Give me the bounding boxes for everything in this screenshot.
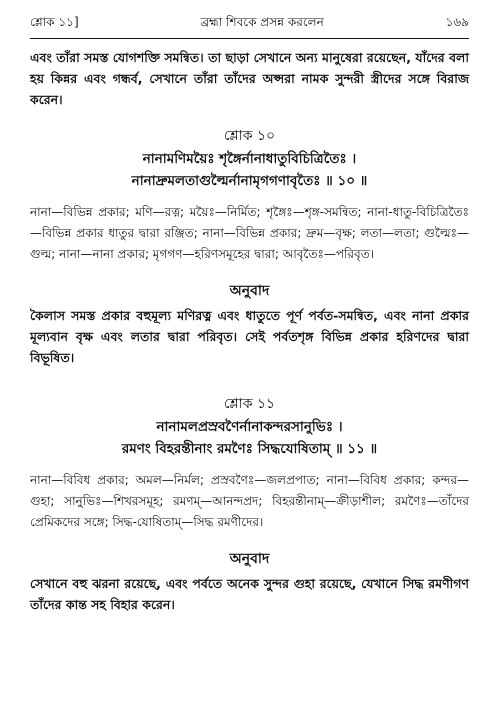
verse-10-translation-heading: অনুবাদ [229,283,270,299]
verse-10-line-1: নানামণিময়ৈঃ শৃঙ্গৈর্নানাধাতুবিচিত্রিতৈঃ । [142,151,357,167]
verse-11-line-2: রমণং বিহরন্তীনাং রমণৈঃ সিদ্ধযোষিতাম্ ॥ ১১ ॥ [121,441,378,457]
verse-11-title: শ্লোক ১১ [223,396,276,412]
verse-10-synonyms: নানা—বিভিন্ন প্রকার; মণি—রত্ন; ময়ৈঃ—নির্মিত; শৃঙ্গৈঃ—শৃঙ্গ-সমন্বিত; নানা-ধাতু-বিচিত্রিতৈঃ—বিভিন্ন প্রকার ধাতুর দ্বারা রঞ্জিত; নানা—বিভিন্ন প্রকার; দ্রুম—বৃক্ষ; লতা—লতা; গুল্মৈঃ—গুল্ম; নানা—নানা প্রকার; মৃগগণ—হরিণসমূহের দ্বারা; আবৃতৈঃ—পরিবৃত। [30,205,469,261]
header-chapter-title: ব্রহ্মা শিবকে প্রসন্ন করলেন [200,15,324,29]
verse-10-title: শ্লোক ১০ [223,128,276,144]
running-header [30,0,469,39]
page-number: ১৬৯ [445,15,469,29]
verse-11-line-1: নানামলপ্রস্রবণৈর্নানাকন্দরসানুভিঃ । [156,419,343,435]
verse-10-line-2: নানাদ্রুমলতাগুল্মৈর্নানামৃগগণাবৃতৈঃ ॥ ১০ ॥ [131,173,368,189]
verse-11-synonyms: নানা—বিবিধ প্রকার; অমল—নির্মল; প্রস্রবণৈঃ—জলপ্রপাত; নানা—বিবিধ প্রকার; কন্দর—গুহা; সানুভিঃ—শিখরসমূহ; রমণম্—আনন্দপ্রদ; বিহরন্তীনাম্—ক্রীড়াশীল; রমণৈঃ—তাঁদের প্রেমিকদের সঙ্গে; সিদ্ধ-যোষিতাম্—সিদ্ধ রমণীদের। [30,473,469,529]
verse-11-translation: সেখানে বহু ঝরনা রয়েছে, এবং পর্বতে অনেক সুন্দর গুহা রয়েছে, যেখানে সিদ্ধ রমণীগণ তাঁদের কান্ত সহ বিহার করেন। [30,576,469,612]
verse-11-translation-heading: অনুবাদ [229,551,270,567]
intro-paragraph: এবং তাঁরা সমস্ত যোগশক্তি সমন্বিত। তা ছাড়া সেখানে অন্য মানুষেরা রয়েছেন, যাঁদের বলা হয় কিন্নর এবং গন্ধর্ব, সেখানে তাঁরা তাঁদের অপ্সরা নামক সুন্দরী স্ত্রীদের সঙ্গে বিরাজ করেন। [30,50,469,107]
header-verse-ref: শ্লোক ১১] [30,15,79,29]
verse-10-translation: কৈলাস সমস্ত প্রকার বহুমূল্য মণিরত্ন এবং ধাতুতে পূর্ণ পর্বত-সমন্বিত, এবং নানা প্রকার মূল্যবান বৃক্ষ এবং লতার দ্বারা পরিবৃত। সেই পর্বতশৃঙ্গ বিভিন্ন প্রকার হরিণদের দ্বারা বিভূষিত। [30,308,469,365]
